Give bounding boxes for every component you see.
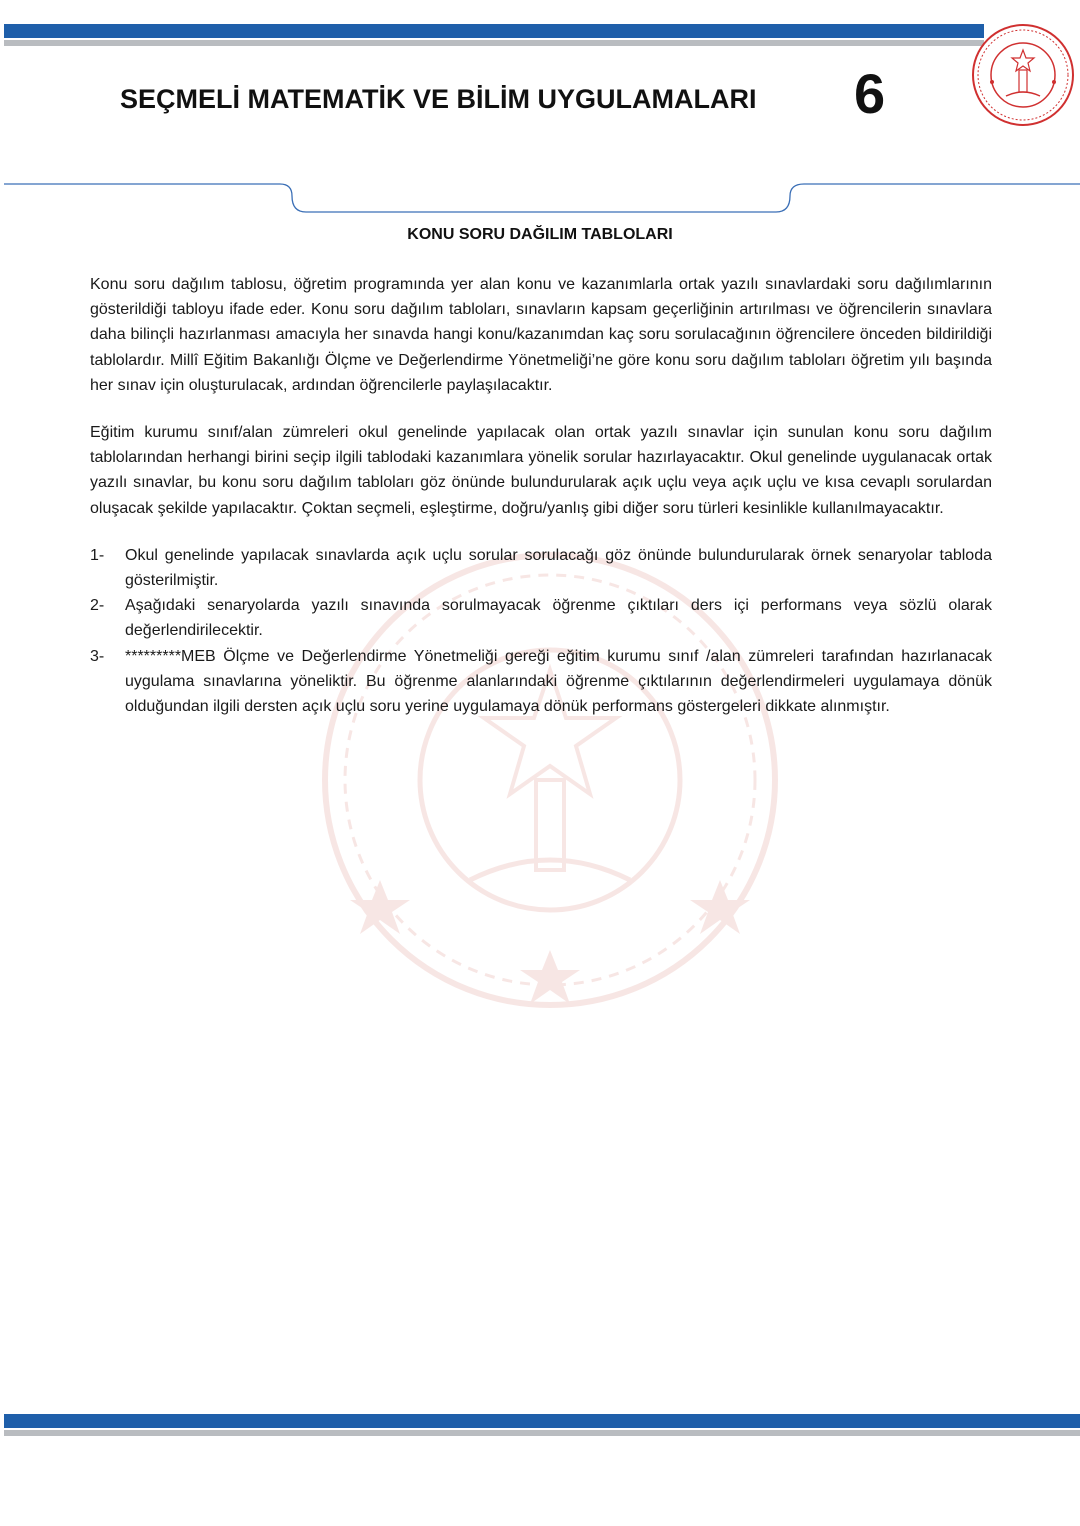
paragraph: Eğitim kurumu sınıf/alan zümreleri okul genelinde yapılacak olan ortak yazılı sınavlar için sunulan konu soru dağılım tablolarından herhangi birini seçip ilgili tablodaki kazanımlara yönelik sorular hazırlayacaktır. Okul genelinde uygulanacak ortak yazılı sınavlar, bu konu soru dağılım tabloları göz önünde bulundurularak açık uçlu veya açık uçlu ve kısa cevaplı sorulardan oluşacak şekilde yapılacaktır. Çoktan seçmeli, eşleştirme, doğru/yanlış gibi diğer soru türleri kesinlikle kullanılmayacaktır. bbox=[90, 424, 992, 517]
notes-list bbox=[90, 543, 992, 719]
list-item bbox=[90, 593, 992, 643]
content-body bbox=[90, 272, 992, 719]
note-number: 2- bbox=[90, 597, 105, 615]
document-title: SEÇMELİ MATEMATİK VE BİLİM UYGULAMALARI bbox=[120, 84, 757, 114]
meb-seal-icon bbox=[970, 22, 1076, 128]
top-gray-bar bbox=[4, 40, 984, 46]
note-text: Okul genelinde yapılacak sınavlarda açık uçlu sorular sorulacağı göz önünde bulundurularak örnek senaryolar tabloda gösterilmiştir. bbox=[125, 546, 992, 590]
top-blue-bar bbox=[4, 24, 984, 38]
list-item bbox=[90, 543, 992, 593]
section-title: KONU SORU DAĞILIM TABLOLARI bbox=[407, 226, 673, 243]
note-number: 1- bbox=[90, 546, 105, 564]
list-item bbox=[90, 644, 992, 720]
bottom-gray-bar bbox=[4, 1430, 1080, 1436]
paragraph: Konu soru dağılım tablosu, öğretim programında yer alan konu ve kazanımlarla ortak yazılı sınavlardaki soru dağılımlarının gösterildiği tabloyu ifade eder. Konu soru dağılım tabloları, sınavların kapsam geçerliğinin artırılması ve öğrencilerin sınavlara daha bilinçli hazırlanması amacıyla her sınavda hangi konu/kazanımdan kaç soru sorulacağının öğrencilere önceden bildirildiği tablolardır. Millî Eğitim Bakanlığı Ölçme ve Değerlendirme Yönetmeliği’ne göre konu soru dağılım tabloları öğretim yılı başında her sınav için oluşturulacak, ardından öğrencilerle paylaşılacaktır. bbox=[90, 276, 992, 394]
note-text: Aşağıdaki senaryolarda yazılı sınavında sorulmayacak öğrenme çıktıları ders içi performans veya sözlü olarak değerlendirilecektir. bbox=[125, 597, 992, 640]
note-text: *********MEB Ölçme ve Değerlendirme Yönetmeliği gereği eğitim kurumu sınıf /alan zümreleri tarafından hazırlanacak uygulama sınavlarına yöneliktir. Bu öğrenme alanlarındaki öğrenme çıktılarının değerlendirmeleri uygulamaya dönük olduğundan ilgili dersten açık uçlu soru yerine uygulamaya dönük performans göstergeleri dikkate alınmıştır. bbox=[125, 647, 992, 716]
header-divider bbox=[0, 178, 1080, 218]
grade-number: 6 bbox=[854, 62, 886, 125]
bottom-blue-bar bbox=[4, 1414, 1080, 1428]
note-number: 3- bbox=[90, 647, 105, 665]
